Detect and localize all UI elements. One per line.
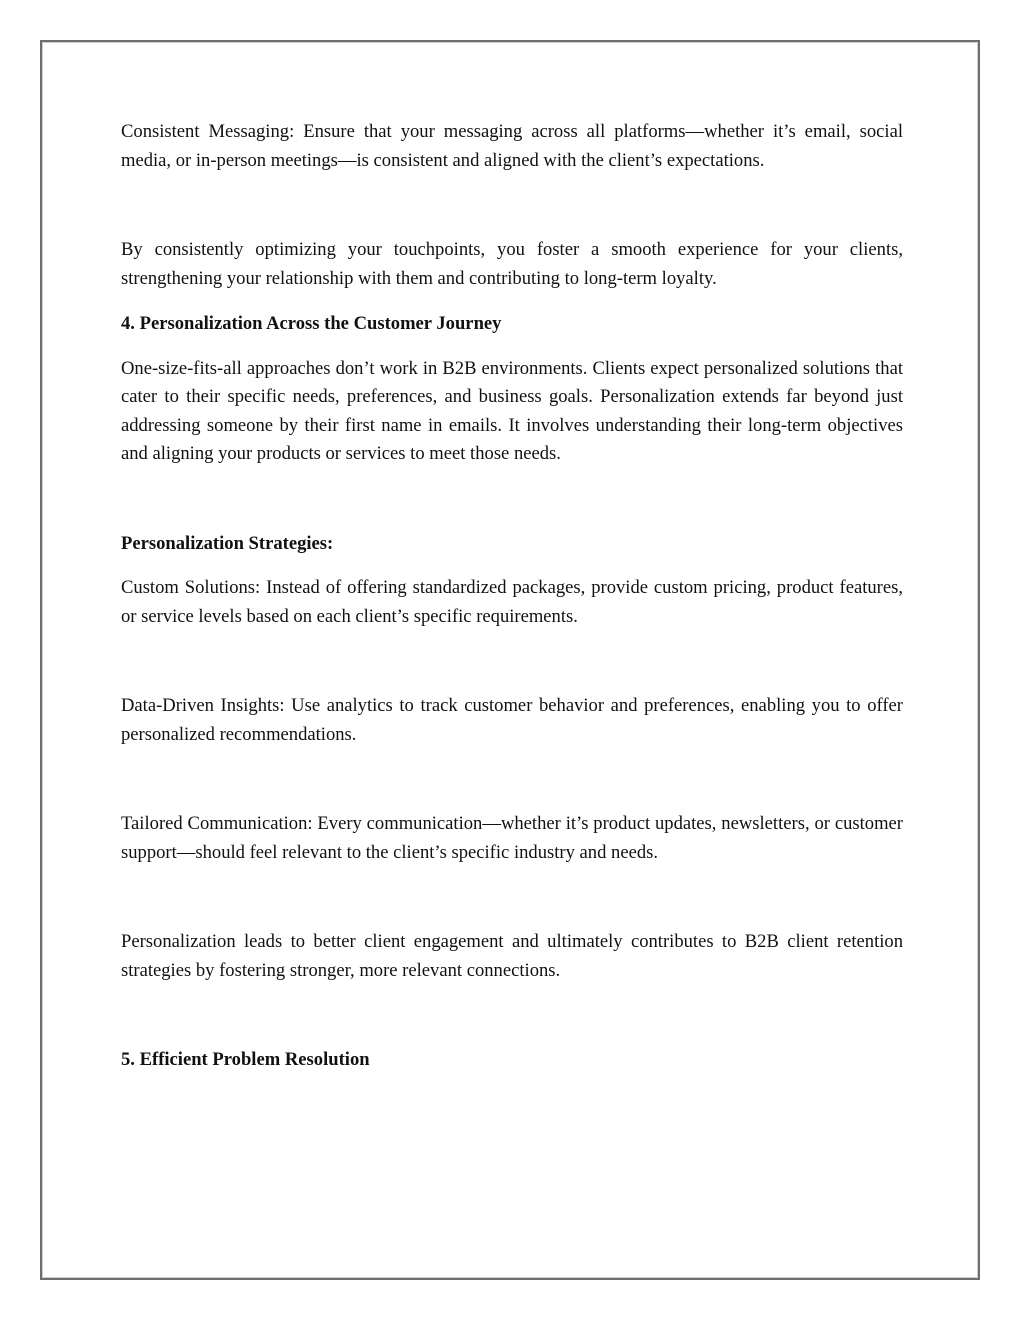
paragraph-consistent-messaging: Consistent Messaging: Ensure that your messaging across all platforms—whether it’s email, social media, or in-person meetings—is consistent and aligned with the client’s expectations. xyxy=(121,121,903,171)
document-body xyxy=(121,118,903,1075)
paragraph-custom-solutions: Custom Solutions: Instead of offering standardized packages, provide custom pricing, product features, or service levels based on each client’s specific requirements. xyxy=(121,577,903,627)
section-5-heading: 5. Efficient Problem Resolution xyxy=(121,1049,370,1070)
paragraph-section-4-intro: One-size-fits-all approaches don’t work in B2B environments. Clients expect personalized solutions that cater to their specific needs, preferences, and business goals. Personalization extends far beyond just addressing someone by their first name in emails. It involves understanding their long-term objectives and aligning your products or services to meet those needs. xyxy=(121,357,903,464)
paragraph-touchpoints-summary: By consistently optimizing your touchpoints, you foster a smooth experience for your clients, strengthening your relationship with them and contributing to long-term loyalty. xyxy=(121,239,903,289)
strategies-heading: Personalization Strategies: xyxy=(121,532,334,554)
paragraph-personalization-summary: Personalization leads to better client engagement and ultimately contributes to B2B client retention strategies by fostering stronger, more relevant connections. xyxy=(121,931,903,981)
paragraph-tailored-communication: Tailored Communication: Every communication—whether it’s product updates, newsletters, or customer support—should feel relevant to the client’s specific industry and needs. xyxy=(121,813,903,863)
section-4-heading: 4. Personalization Across the Customer Journey xyxy=(121,313,502,334)
paragraph-data-driven-insights: Data-Driven Insights: Use analytics to track customer behavior and preferences, enabling you to offer personalized recommendations. xyxy=(121,695,903,745)
